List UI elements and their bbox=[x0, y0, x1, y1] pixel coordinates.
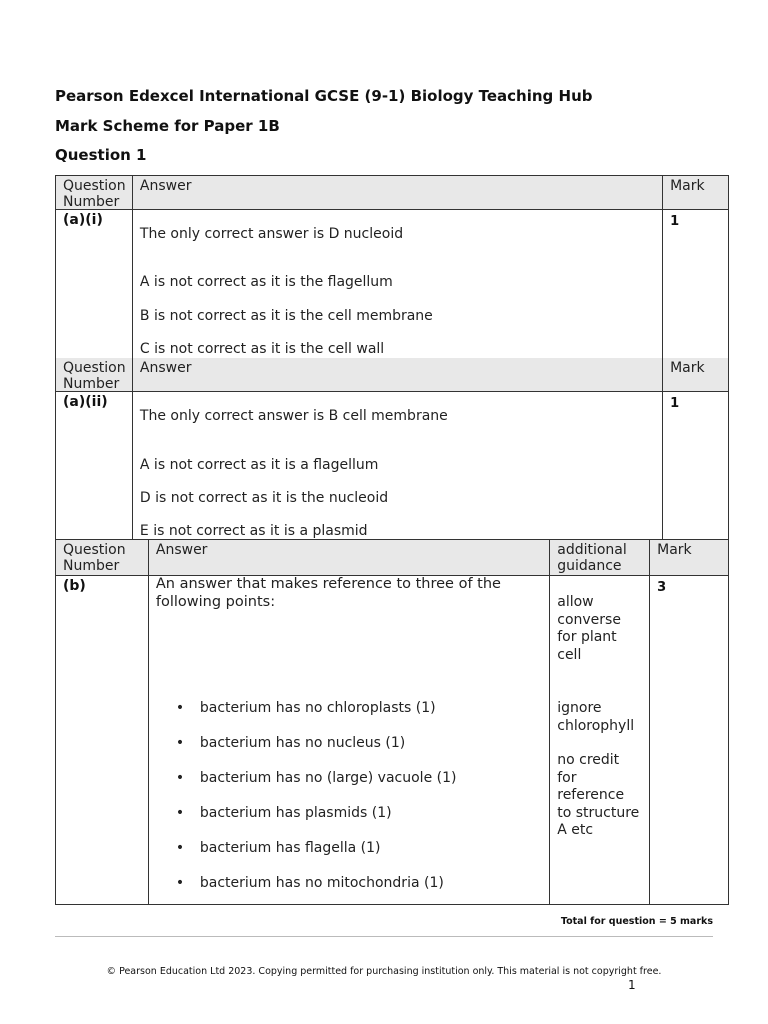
question-number: (b) bbox=[56, 576, 149, 904]
guidance-note: ignore chlorophyll bbox=[557, 700, 635, 734]
answer-line: The only correct answer is B cell membrane bbox=[139, 408, 448, 424]
header-question-number: Question Number bbox=[56, 176, 133, 209]
document-subtitle: Mark Scheme for Paper 1B bbox=[55, 117, 280, 135]
answer-line: The only correct answer is D nucleoid bbox=[139, 226, 404, 242]
list-item: • bacterium has no nucleus (1) bbox=[172, 734, 457, 769]
guidance-cell bbox=[550, 576, 650, 904]
header-additional-guidance: additional guidance bbox=[550, 540, 650, 575]
guidance-note: allow converse for plant cell bbox=[557, 594, 621, 663]
header-mark: Mark bbox=[650, 540, 729, 575]
answer-line: A is not correct as it is the flagellum bbox=[139, 274, 393, 290]
guidance-note: no credit for reference to structure A etc bbox=[557, 752, 640, 838]
answer-intro: An answer that makes reference to three of the following points: bbox=[155, 576, 501, 610]
list-item: • bacterium has no (large) vacuole (1) bbox=[172, 769, 457, 804]
marking-points-list bbox=[172, 699, 457, 904]
table-header-row bbox=[56, 540, 729, 576]
total-marks: Total for question = 5 marks bbox=[560, 916, 713, 927]
mark-value: 1 bbox=[663, 210, 729, 358]
answer-line: B is not correct as it is the cell membrane bbox=[139, 308, 433, 324]
copyright-notice: © Pearson Education Ltd 2023. Copying permitted for purchasing institution only. This material is not copyright free. bbox=[106, 966, 662, 977]
list-item: • bacterium has no mitochondria (1) bbox=[172, 874, 457, 904]
header-question-number: Question Number bbox=[56, 540, 149, 575]
answer-line: D is not correct as it is the nucleoid bbox=[139, 490, 389, 506]
table-bottom-border bbox=[55, 904, 729, 905]
page-number: 1 bbox=[628, 978, 636, 992]
header-answer: Answer bbox=[133, 176, 663, 209]
answer-cell bbox=[149, 576, 550, 904]
header-answer: Answer bbox=[149, 540, 550, 575]
answer-cell bbox=[133, 210, 663, 358]
table-row bbox=[56, 210, 729, 359]
list-item: • bacterium has flagella (1) bbox=[172, 839, 457, 874]
answer-line: C is not correct as it is the cell wall bbox=[139, 341, 385, 357]
mark-table-b bbox=[55, 540, 729, 904]
question-heading: Question 1 bbox=[55, 146, 147, 164]
answer-line: A is not correct as it is a flagellum bbox=[139, 457, 379, 473]
mark-value: 3 bbox=[650, 576, 729, 904]
footer-divider bbox=[55, 936, 713, 937]
mark-table-a-ii bbox=[55, 358, 729, 540]
header-mark: Mark bbox=[663, 176, 729, 209]
list-item: • bacterium has plasmids (1) bbox=[172, 804, 457, 839]
table-row bbox=[56, 576, 729, 904]
document-title: Pearson Edexcel International GCSE (9-1) Biology Teaching Hub bbox=[55, 87, 593, 105]
header-answer: Answer bbox=[133, 358, 663, 391]
answer-line: E is not correct as it is a plasmid bbox=[139, 523, 368, 539]
answer-cell bbox=[133, 392, 663, 539]
mark-table-a-i bbox=[55, 175, 729, 359]
table-header-row bbox=[56, 358, 729, 392]
header-mark: Mark bbox=[663, 358, 729, 391]
mark-value: 1 bbox=[663, 392, 729, 539]
header-question-number: Question Number bbox=[56, 358, 133, 391]
table-header-row bbox=[56, 176, 729, 210]
question-number: (a)(i) bbox=[56, 210, 133, 358]
question-number: (a)(ii) bbox=[56, 392, 133, 539]
list-item: • bacterium has no chloroplasts (1) bbox=[172, 699, 457, 734]
table-row bbox=[56, 392, 729, 540]
